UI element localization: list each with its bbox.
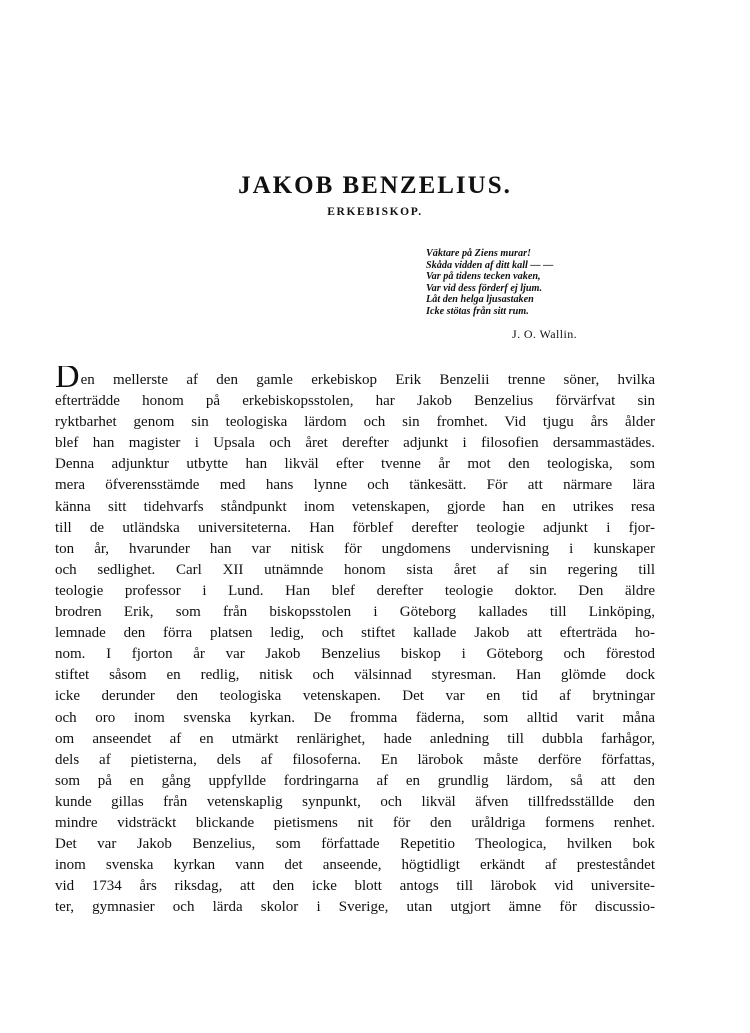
drop-cap: D	[55, 366, 80, 392]
body-line: vid 1734 års riksdag, att den icke blott antogs till lärobok vid universite-	[55, 878, 655, 895]
body-line: dels af pietisterna, dels af filosoferna. En lärobok måste derföre författas,	[55, 751, 655, 768]
body-line: och oro inom svenska kyrkan. De fromma fäderna, som alltid varit måna	[55, 709, 655, 726]
page-title: JAKOB BENZELIUS.	[238, 172, 512, 199]
body-line: lemnade den förra platsen ledig, och stiftet kallade Jakob att efterträda ho-	[55, 625, 655, 642]
body-lines	[55, 391, 655, 918]
epigraph-line: Väktare på Ziens murar!	[426, 248, 532, 259]
body-line: mindre vidsträckt blickande pietismens nit för den uråldriga formens renhet.	[55, 814, 655, 831]
body-line: nom. I fjorton år var Jakob Benzelius biskop i Göteborg och förestod	[55, 646, 655, 663]
epigraph-line: Icke stötas från sitt rum.	[426, 305, 529, 317]
epigraph-line: Var på tidens tecken vaken,	[426, 271, 541, 283]
body-line: Det var Jakob Benzelius, som författade Repetitio Theologica, hvilken bok	[55, 836, 655, 853]
body-line: och sedlighet. Carl XII utnämnde honom sista året af sin regering till	[55, 561, 655, 578]
body-line: till de utländska universiteterna. Han förblef derefter teologie adjunkt i fjor-	[55, 519, 655, 536]
body-line: efterträdde honom på erkebiskopsstolen, har Jakob Benzelius förvärfvat sin	[55, 393, 655, 410]
epigraph-attribution: J. O. Wallin.	[512, 327, 578, 341]
body-line: stiftet såsom en redlig, nitisk och välsinnad styresman. Han glömde dock	[55, 667, 655, 684]
first-line-text: en mellerste af den gamle erkebiskop Erik Benzelii trenne söner, hvilka	[80, 372, 655, 388]
body-line: Denna adjunktur utbytte han likväl efter tvenne år mot den teologiska, som	[55, 456, 655, 473]
body-line: känna sitt tidehvarfs ståndpunkt inom vetenskapen, gjorde han en utrikes resa	[55, 498, 655, 515]
body-line: ton år, hvarunder han var nitisk för ungdomens undervisning i kunskaper	[55, 540, 655, 557]
body-line: om anseendet af en utmärkt renlärighet, hade anledning till dubbla farhågor,	[55, 730, 655, 747]
body-text	[55, 366, 655, 918]
body-line: teologie professor i Lund. Han blef derefter teologie doktor. Den äldre	[55, 582, 655, 599]
body-line: som på en gång uppfyllde fordringarna af en grundlig lärdom, så att den	[55, 772, 655, 789]
body-line: kunde gillas från vetenskaplig synpunkt, och likväl äfven tillfredsställde den	[55, 793, 655, 810]
body-line	[55, 366, 655, 391]
body-line: icke derunder den teologiska vetenskapen. Det var en tid af brytningar	[55, 688, 655, 705]
epigraph-line: Låt den helga ljusastaken	[426, 294, 534, 306]
epigraph	[426, 248, 646, 318]
body-line: ryktbarhet genom sin teologiska lärdom och sin fromhet. Vid tjugu års ålder	[55, 414, 655, 431]
body-line: brodren Erik, som från biskopsstolen i Göteborg kallades till Linköping,	[55, 604, 655, 621]
page-subtitle: ERKEBISKOP.	[327, 206, 423, 218]
epigraph-line: Skåda vidden af ditt kall — —	[426, 259, 554, 271]
body-line: inom svenska kyrkan vann det anseende, högtidligt erkändt af prestеståndet	[55, 857, 655, 874]
body-line: blef han magister i Upsala och året derefter adjunkt i filosofien dersammastädes.	[55, 435, 655, 452]
epigraph-line: Var vid dess förderf ej ljum.	[426, 282, 543, 294]
body-line: ter, gymnasier och lärda skolor i Sverige, utan utgjort ämne för discussio-	[55, 899, 655, 916]
body-line: mera öfverensstämde med hans lynne och tänkesätt. För att närmare lära	[55, 477, 655, 494]
